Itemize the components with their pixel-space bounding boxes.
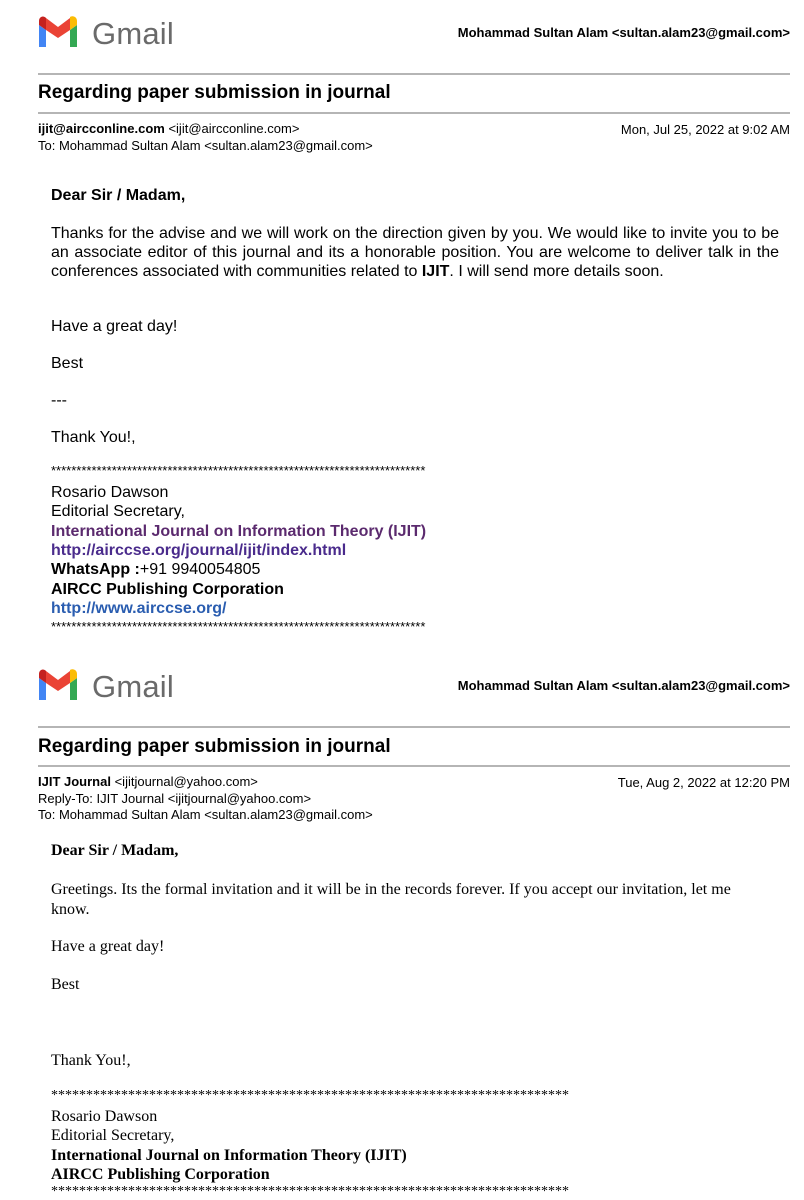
thanks: Thank You!, bbox=[51, 429, 136, 446]
gmail-m-icon bbox=[36, 667, 80, 701]
email-subject: Regarding paper submission in journal bbox=[38, 736, 391, 757]
recipient-line: To: Mohammad Sultan Alam <sultan.alam23@gmail.com> bbox=[38, 138, 373, 153]
closing-best: Best bbox=[51, 355, 84, 372]
signature-publisher: AIRCC Publishing Corporation bbox=[51, 581, 284, 598]
header-divider bbox=[38, 726, 790, 728]
signature-journal: International Journal on Information Theory (IJIT) bbox=[51, 1147, 407, 1164]
signature-name: Rosario Dawson bbox=[51, 484, 169, 501]
body-paragraph: Greetings. Its the formal invitation and it will be in the records forever. If you accept our invitation, let me know. bbox=[51, 881, 731, 918]
sender-name: IJIT Journal bbox=[38, 774, 111, 789]
signature-title: Editorial Secretary, bbox=[51, 1127, 175, 1144]
greeting: Dear Sir / Madam, bbox=[51, 842, 179, 859]
dashes: --- bbox=[51, 392, 67, 409]
account-name: Mohammad Sultan Alam <sultan.alam23@gmail.com> bbox=[457, 678, 790, 693]
email-subject: Regarding paper submission in journal bbox=[38, 82, 391, 103]
journal-link[interactable]: http://airccse.org/journal/ijit/index.html bbox=[51, 542, 347, 559]
sender-name: ijit@aircconline.com bbox=[38, 121, 165, 136]
signature-title: Editorial Secretary, bbox=[51, 503, 185, 520]
website-link[interactable]: http://www.airccse.org/ bbox=[51, 600, 227, 617]
gmail-logo bbox=[36, 667, 176, 703]
sender-address: <ijitjournal@yahoo.com> bbox=[114, 774, 258, 789]
signature-stars-bottom: ************************************************************************** bbox=[51, 1184, 569, 1199]
email-date: Tue, Aug 2, 2022 at 12:20 PM bbox=[617, 775, 790, 790]
closing-wish: Have a great day! bbox=[51, 938, 165, 955]
account-name: Mohammad Sultan Alam <sultan.alam23@gmail.com> bbox=[457, 25, 790, 40]
email-date: Mon, Jul 25, 2022 at 9:02 AM bbox=[620, 122, 790, 137]
recipient-line: To: Mohammad Sultan Alam <sultan.alam23@gmail.com> bbox=[38, 807, 373, 822]
gmail-wordmark: Gmail bbox=[92, 16, 174, 51]
closing-wish: Have a great day! bbox=[51, 318, 178, 335]
gmail-wordmark: Gmail bbox=[92, 669, 174, 704]
closing-best: Best bbox=[51, 976, 80, 993]
whatsapp-line: WhatsApp :+91 9940054805 bbox=[51, 561, 261, 578]
sender-line bbox=[38, 774, 258, 790]
signature-name: Rosario Dawson bbox=[51, 1108, 158, 1125]
sender-address: <ijit@aircconline.com> bbox=[168, 121, 300, 136]
body-paragraph: Thanks for the advise and we will work on the direction given by you. We would like to invite you to be an associate editor of this journal and its a honorable position. You are welcome to deliver talk in the conferences associated with communities related to IJIT. I will send more details soon. bbox=[51, 225, 779, 280]
greeting: Dear Sir / Madam, bbox=[51, 187, 186, 204]
signature-stars-top: ************************************************************************** bbox=[51, 463, 426, 478]
signature-stars-top: ************************************************************************** bbox=[51, 1088, 569, 1103]
thanks: Thank You!, bbox=[51, 1052, 131, 1069]
subject-divider bbox=[38, 765, 790, 767]
signature-stars-bottom: ************************************************************************** bbox=[51, 619, 426, 634]
signature-publisher: AIRCC Publishing Corporation bbox=[51, 1166, 270, 1183]
signature-journal: International Journal on Information Theory (IJIT) bbox=[51, 523, 427, 540]
reply-to-line: Reply-To: IJIT Journal <ijitjournal@yahoo.com> bbox=[38, 791, 312, 806]
